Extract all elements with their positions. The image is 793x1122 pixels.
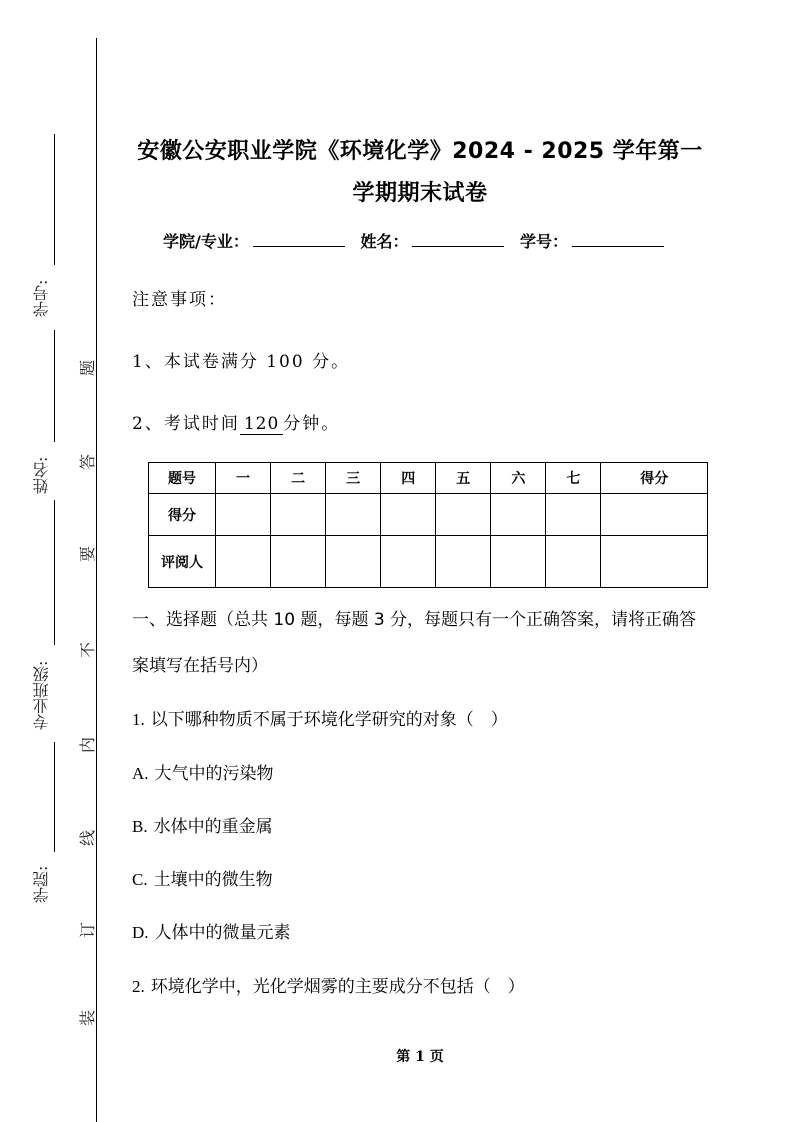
header-cell: 六 bbox=[491, 463, 546, 494]
note-item-2 bbox=[132, 409, 340, 435]
student-id-field[interactable] bbox=[572, 232, 664, 247]
option-text: 土壤中的微生物 bbox=[153, 870, 273, 890]
notes-heading: 注意事项： bbox=[132, 290, 227, 310]
name-label: 姓名: bbox=[32, 456, 51, 494]
option-label: A. bbox=[132, 764, 149, 783]
option-a[interactable] bbox=[132, 759, 274, 784]
seal-char: 订 bbox=[78, 922, 97, 939]
page-title-line1: 安徽公安职业学院《环境化学》2024 - 2025 学年第一 bbox=[137, 139, 703, 164]
score-cell[interactable] bbox=[271, 494, 326, 536]
class-underline bbox=[54, 742, 55, 852]
header-cell: 三 bbox=[326, 463, 381, 494]
reviewer-cell[interactable] bbox=[601, 536, 708, 588]
seal-char: 装 bbox=[78, 1010, 97, 1027]
option-text: 大气中的污染物 bbox=[154, 764, 274, 784]
score-row bbox=[149, 494, 708, 536]
student-info-row bbox=[163, 229, 674, 252]
reviewer-cell[interactable] bbox=[546, 536, 601, 588]
header-cell: 五 bbox=[436, 463, 491, 494]
name-field[interactable] bbox=[412, 232, 504, 247]
header-cell: 一 bbox=[216, 463, 271, 494]
name-underline-upper bbox=[54, 330, 55, 442]
exam-duration-value: 120 bbox=[240, 414, 283, 435]
score-cell[interactable] bbox=[436, 494, 491, 536]
score-cell[interactable] bbox=[381, 494, 436, 536]
reviewer-cell[interactable] bbox=[326, 536, 381, 588]
question-text: 以下哪种物质不属于环境化学研究的对象（ ） bbox=[150, 710, 508, 730]
score-cell[interactable] bbox=[546, 494, 601, 536]
score-table-header-row bbox=[149, 463, 708, 494]
option-text: 人体中的微量元素 bbox=[154, 923, 291, 943]
option-label: C. bbox=[132, 870, 148, 889]
note-item-1: 1、本试卷满分 100 分。 bbox=[132, 352, 351, 372]
seal-char: 内 bbox=[78, 737, 97, 754]
student-id-underline bbox=[54, 134, 55, 265]
college-major-label: 学院/专业： bbox=[163, 232, 249, 251]
score-cell[interactable] bbox=[491, 494, 546, 536]
row-label: 得分 bbox=[149, 494, 216, 536]
question-text: 环境化学中，光化学烟雾的主要成分不包括（ ） bbox=[150, 977, 525, 997]
reviewer-cell[interactable] bbox=[436, 536, 491, 588]
name-underline bbox=[54, 500, 55, 645]
name-label: 姓名： bbox=[360, 232, 409, 251]
option-label: D. bbox=[132, 923, 149, 942]
option-b[interactable] bbox=[132, 812, 273, 837]
student-id-label: 学号: bbox=[32, 279, 51, 317]
class-label: 专业班级: bbox=[32, 660, 51, 730]
option-c[interactable] bbox=[132, 865, 273, 890]
option-d[interactable] bbox=[132, 918, 291, 943]
header-cell: 二 bbox=[271, 463, 326, 494]
header-cell: 题号 bbox=[149, 463, 216, 494]
note-item-2-suffix: 分钟。 bbox=[283, 414, 341, 434]
note-item-2-prefix: 2、考试时间 bbox=[132, 414, 240, 434]
header-cell: 四 bbox=[381, 463, 436, 494]
page-number: 第 1 页 bbox=[396, 1049, 444, 1065]
option-label: B. bbox=[132, 817, 148, 836]
seal-char: 要 bbox=[78, 546, 97, 563]
reviewer-cell[interactable] bbox=[216, 536, 271, 588]
college-major-field[interactable] bbox=[253, 232, 345, 247]
header-cell: 得分 bbox=[601, 463, 708, 494]
section-1-heading: 一、选择题（总共 10 题，每题 3 分，每题只有一个正确答案，请将正确答案填写在括号内） bbox=[132, 610, 697, 676]
student-id-label: 学号： bbox=[520, 232, 569, 251]
score-table bbox=[148, 462, 708, 588]
seal-char: 线 bbox=[78, 830, 97, 847]
reviewer-cell[interactable] bbox=[491, 536, 546, 588]
score-cell[interactable] bbox=[216, 494, 271, 536]
question-number: 2. bbox=[132, 977, 145, 996]
seal-char: 不 bbox=[78, 642, 97, 659]
binding-line bbox=[96, 38, 97, 1122]
page-title-line2: 学期期末试卷 bbox=[352, 181, 488, 206]
question-1 bbox=[132, 705, 508, 730]
reviewer-cell[interactable] bbox=[271, 536, 326, 588]
seal-char: 题 bbox=[78, 360, 97, 377]
score-cell[interactable] bbox=[326, 494, 381, 536]
reviewer-row bbox=[149, 536, 708, 588]
row-label: 评阅人 bbox=[149, 536, 216, 588]
score-cell[interactable] bbox=[601, 494, 708, 536]
question-2 bbox=[132, 972, 525, 997]
option-text: 水体中的重金属 bbox=[153, 817, 273, 837]
question-number: 1. bbox=[132, 710, 145, 729]
header-cell: 七 bbox=[546, 463, 601, 494]
reviewer-cell[interactable] bbox=[381, 536, 436, 588]
seal-char: 答 bbox=[78, 454, 97, 471]
college-label: 学院: bbox=[32, 865, 51, 903]
